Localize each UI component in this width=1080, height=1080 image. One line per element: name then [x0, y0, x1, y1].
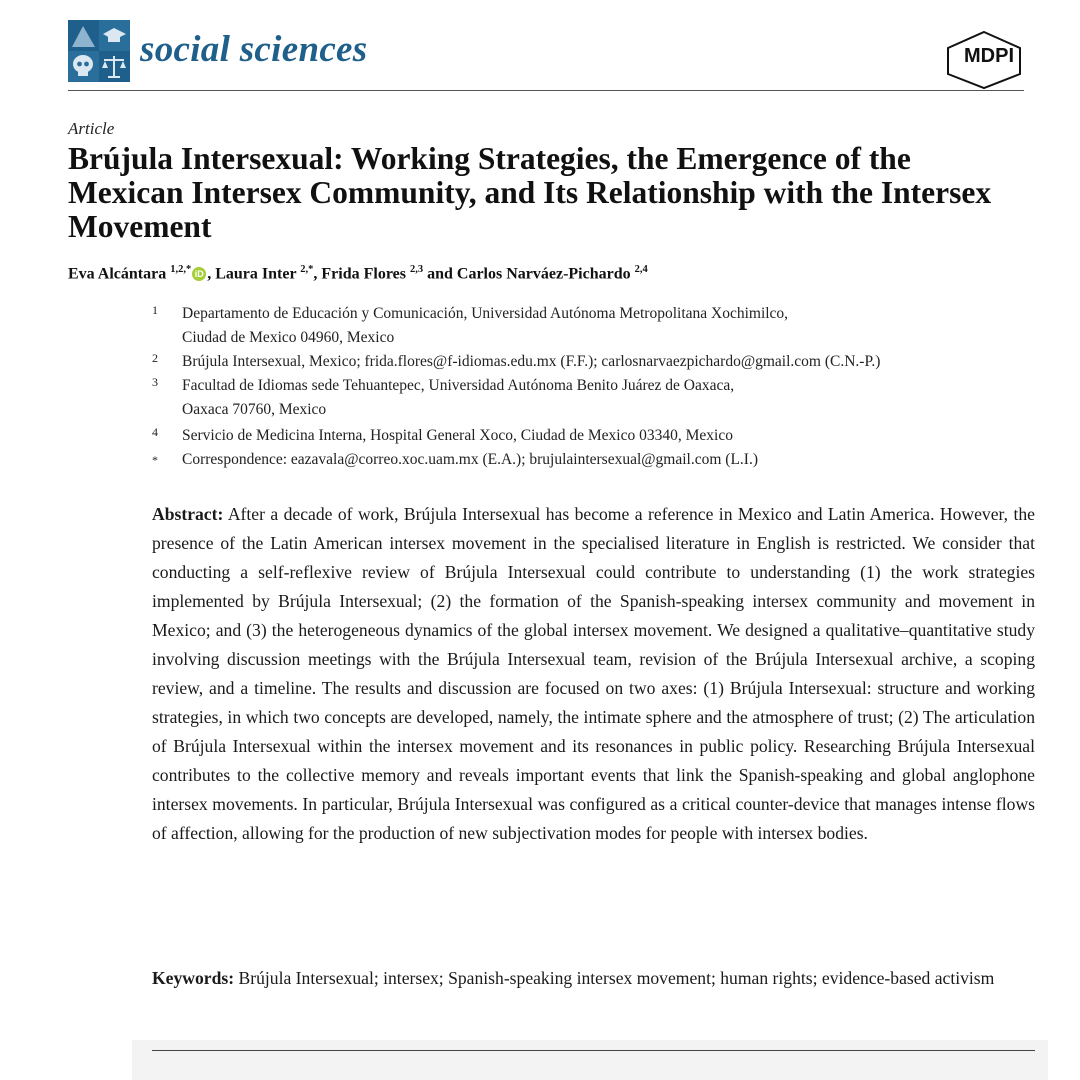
orcid-icon[interactable]: iD — [192, 267, 206, 281]
author-list — [68, 264, 1068, 283]
affiliation-marker: 2 — [152, 351, 158, 365]
affiliation-marker: 3 — [152, 375, 158, 389]
author-affiliation-marks: 2,* — [300, 264, 314, 275]
publisher-name: MDPI — [964, 45, 1014, 67]
article-title: Brújula Intersexual: Working Strategies, the Emergence of the Mexican Intersex Community, and Its Relationship with the Intersex Movement — [68, 141, 992, 244]
keywords-label: Keywords: — [152, 968, 235, 988]
article-type: Article — [68, 119, 115, 138]
affiliation-marker: 1 — [152, 303, 158, 317]
affiliation-marker: 4 — [152, 425, 158, 439]
abstract-label: Abstract: — [152, 504, 224, 524]
affiliation-text: Departamento de Educación y Comunicación, Universidad Autónoma Metropolitana Xochimilco, — [182, 305, 789, 322]
keywords-text: Brújula Intersexual; intersex; Spanish-speaking intersex movement; human rights; evidence-based activism — [238, 968, 995, 988]
affiliation-marker: * — [152, 453, 158, 467]
author-name: Frida Flores — [321, 265, 406, 283]
section-divider — [152, 1050, 1035, 1051]
affiliation-text: Oaxaca 70760, Mexico — [182, 401, 327, 418]
author-affiliation-marks: 2,3 — [409, 264, 424, 275]
header-divider — [68, 90, 1024, 91]
affiliation-text: Servicio de Medicina Interna, Hospital General Xoco, Ciudad de Mexico 03340, Mexico — [182, 427, 733, 444]
abstract-text: After a decade of work, Brújula Intersexual has become a reference in Mexico and Latin America. However, the presence of the Latin American intersex movement in the specialised literature in English is restricted. We consider that conducting a self-reflexive review of Brújula Intersexual could contribute to understanding (1) the work strategies implemented by Brújula Intersexual; (2) the formation of the Spanish-speaking intersex community and movement in Mexico; and (3) the heterogeneous dynamics of the global intersex movement. We designed a qualitative–quantitative study involving discussion meetings with the Brújula Intersexual team, revision of the Brújula Intersexual archive, a scoping review, and a timeline. The results and discussion are focused on two axes: (1) Brújula Intersexual: structure and working strategies, in which two concepts are developed, namely, the intimate sphere and the atmosphere of trust; (2) The articulation of Brújula Intersexual within the intersex movement and its resonances in public policy. Researching Brújula Intersexual contributes to the collective memory and reveals important events that link the Spanish-speaking and global anglophone intersex movements. In particular, Brújula Intersexual was configured as a critical counter-device that manages intense flows of affection, allowing for the production of new subjectivation modes for people with intersex bodies. — [152, 504, 1035, 843]
author-name: Carlos Narváez-Pichardo — [456, 265, 631, 283]
page-edge-shadow — [132, 1040, 1048, 1080]
journal-name: social sciences — [140, 29, 368, 70]
author-name: Eva Alcántara — [68, 265, 167, 283]
author-separator: and — [423, 265, 457, 283]
author-separator: , — [313, 265, 322, 283]
author-name: Laura Inter — [215, 265, 297, 283]
author-affiliation-marks: 2,4 — [634, 264, 648, 275]
affiliation-text: Ciudad de Mexico 04960, Mexico — [182, 329, 395, 346]
affiliation-text: Brújula Intersexual, Mexico; frida.flores@f-idiomas.edu.mx (F.F.); carlosnarvaezpichardo@gmail.com (C.N.-P.) — [182, 353, 881, 370]
abstract — [152, 500, 1035, 848]
affiliation-text: Correspondence: eazavala@correo.xoc.uam.mx (E.A.); brujulaintersexual@gmail.com (L.I.) — [182, 451, 758, 468]
author-affiliation-marks: 1,2,* — [170, 264, 192, 275]
keywords — [152, 964, 1035, 993]
journal-header — [68, 20, 1024, 92]
author-separator: , — [207, 265, 216, 283]
journal-logo — [68, 20, 130, 82]
affiliation-text: Facultad de Idiomas sede Tehuantepec, Universidad Autónoma Benito Juárez de Oaxaca, — [182, 377, 735, 394]
